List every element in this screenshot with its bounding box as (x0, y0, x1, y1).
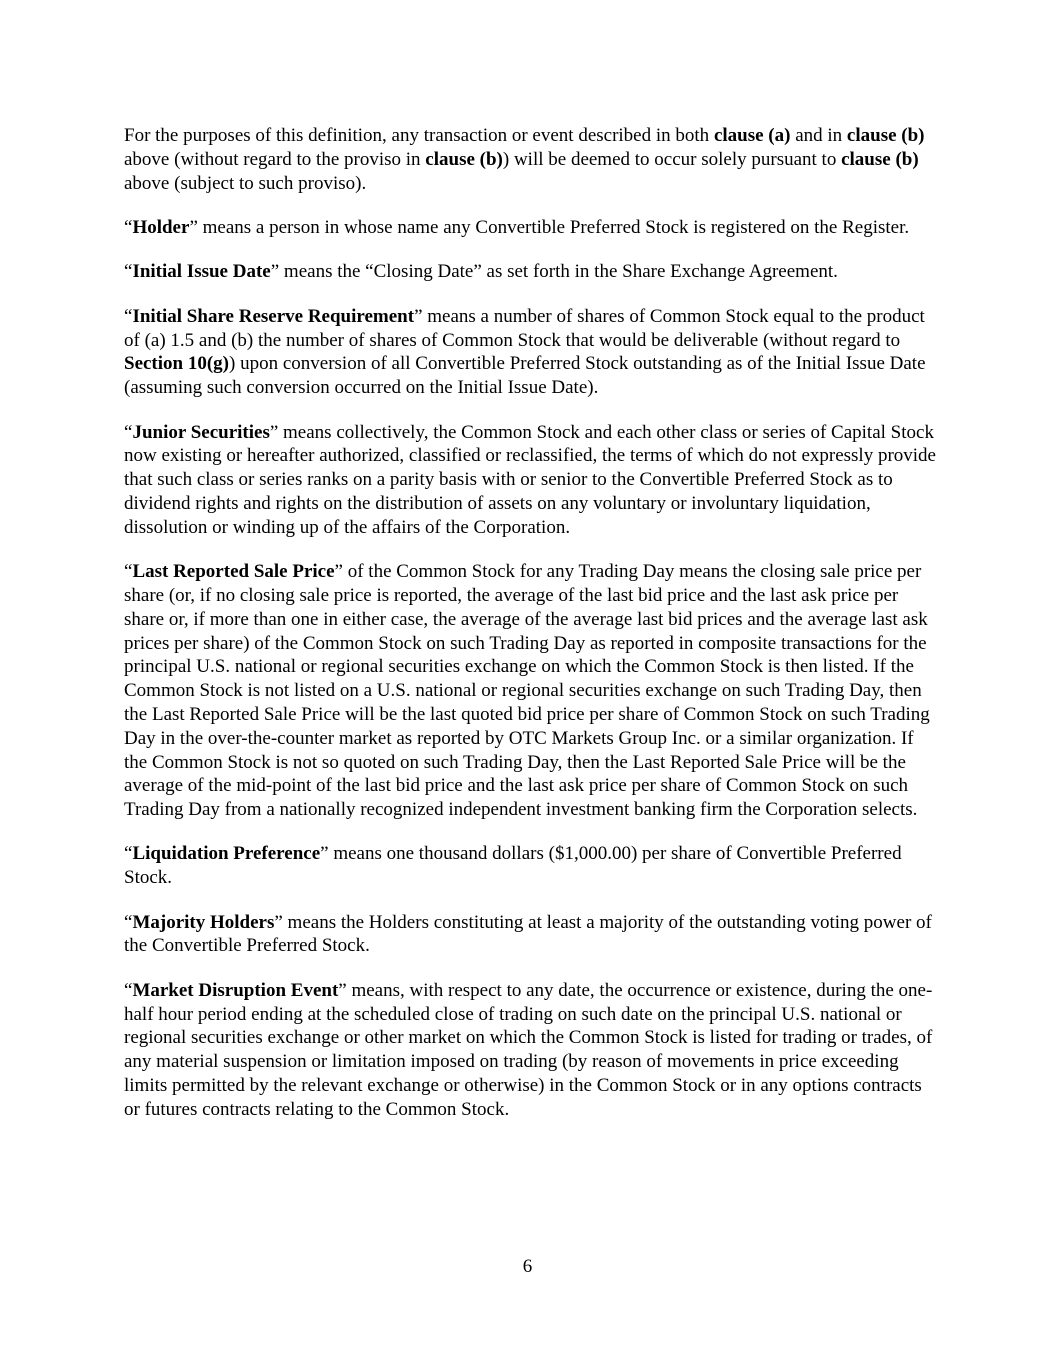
paragraph-text: “ (124, 305, 133, 327)
defined-term: Holder (132, 216, 190, 238)
defined-term: clause (b) (846, 125, 925, 146)
defined-term: Majority Holders (132, 911, 275, 933)
paragraph-text: ” means, with respect to any date, the occurrence or existence, during the one-half hour period ending at the scheduled close of trading on such date on the principal U.S. national or regional securities exchange or other market on which the Common Stock is listed for trading or trades, of any material suspension or limitation imposed on trading (by reason of movements in price exceeding limits permitted by the relevant exchange or otherwise) in the Common Stock or in any options contracts or futures contracts relating to the Common Stock. (124, 979, 933, 1120)
paragraph-text: ” means collectively, the Common Stock and each other class or series of Capital Stock now existing or hereafter authorized, classified or reclassified, the terms of which do not expressly provide that such class or series ranks on a parity basis with or senior to the Convertible Preferred Stock as to dividend rights and rights on the distribution of assets on any voluntary or involuntary liquidation, dissolution or winding up of the affairs of the Corporation. (124, 421, 936, 538)
paragraph-text: “ (124, 216, 133, 238)
paragraph-text: “ (124, 979, 133, 1001)
definition-paragraph-intro (124, 124, 936, 195)
defined-term: Last Reported Sale Price (132, 561, 335, 583)
defined-term: clause (b) (425, 148, 503, 170)
defined-term: Initial Issue Date (132, 261, 271, 283)
paragraph-text: above (subject to such proviso). (124, 172, 367, 194)
page-number: 6 (522, 1256, 533, 1277)
definition-paragraph-last-reported-sale-price (124, 560, 936, 822)
paragraph-text: ) will be deemed to occur solely pursuant to (502, 148, 842, 170)
paragraph-text: ” means a person in whose name any Convertible Preferred Stock is registered on the Register. (189, 216, 910, 238)
paragraph-text: “ (124, 261, 133, 283)
defined-term: Liquidation Preference (132, 843, 321, 865)
paragraph-text: above (without regard to the proviso in (124, 148, 426, 170)
paragraph-text: ” means one thousand dollars ($1,000.00) per share of Convertible Preferred Stock. (124, 843, 902, 889)
definition-paragraph-liquidation-preference (124, 842, 936, 890)
paragraph-text: “ (124, 843, 133, 865)
definition-paragraph-initial-issue-date (124, 260, 936, 284)
paragraph-text: “ (124, 561, 133, 583)
defined-term: clause (b) (841, 148, 919, 170)
definition-paragraph-majority-holders (124, 911, 936, 959)
paragraph-text: “ (124, 421, 133, 443)
definition-paragraph-holder (124, 216, 936, 240)
paragraph-text: ” means a number of shares of Common Stock equal to the product of (a) 1.5 and (b) the number of shares of Common Stock that would be deliverable (without regard to (124, 305, 925, 351)
definition-paragraph-junior-securities (124, 421, 936, 540)
paragraph-text: ” means the “Closing Date” as set forth in the Share Exchange Agreement. (270, 261, 838, 283)
definition-paragraph-initial-share-reserve-requirement (124, 305, 936, 400)
defined-term: Section 10(g) (124, 353, 230, 375)
defined-term: clause (a) (713, 125, 791, 146)
paragraph-text: For the purposes of this definition, any transaction or event described in both (124, 125, 714, 146)
defined-term: Initial Share Reserve Requirement (132, 305, 415, 327)
document-body (124, 124, 936, 1142)
definition-paragraph-market-disruption-event (124, 979, 936, 1122)
defined-term: Market Disruption Event (132, 979, 339, 1001)
defined-term: Junior Securities (132, 421, 270, 443)
paragraph-text: ) upon conversion of all Convertible Preferred Stock outstanding as of the Initial Issue Date (assuming such conversion occurred on the Initial Issue Date). (124, 353, 926, 399)
paragraph-text: ” means the Holders constituting at least a majority of the outstanding voting power of the Convertible Preferred Stock. (124, 911, 932, 957)
paragraph-text: “ (124, 911, 133, 933)
paragraph-text: ” of the Common Stock for any Trading Day means the closing sale price per share (or, if no closing sale price is reported, the average of the last bid price and the last ask price per share or, if more than one in either case, the average of the average last bid prices and the average last ask prices per share) of the Common Stock on such Trading Day as reported in composite transactions for the principal U.S. national or regional securities exchange on which the Common Stock is then listed. If the Common Stock is not listed on a U.S. national or regional securities exchange on such Trading Day, then the Last Reported Sale Price will be the last quoted bid price per share of Common Stock on such Trading Day in the over-the-counter market as reported by OTC Markets Group Inc. or a similar organization. If the Common Stock is not so quoted on such Trading Day, then the Last Reported Sale Price will be the average of the mid-point of the last bid price and the last ask price per share of Common Stock on such Trading Day from a nationally recognized independent investment banking firm the Corporation selects. (124, 561, 930, 821)
paragraph-text: and in (790, 125, 847, 146)
